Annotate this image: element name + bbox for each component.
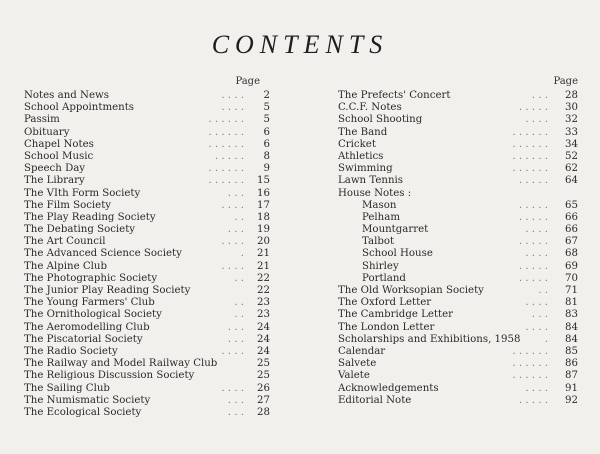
contents-list-right	[338, 90, 578, 407]
entry-title: The Junior Play Reading Society	[24, 285, 191, 296]
entry-page-number: 6	[263, 138, 270, 150]
entry-page-number: 24	[257, 321, 270, 333]
leader-dots: . . .	[227, 321, 244, 333]
leader-dots: . . .	[227, 394, 244, 406]
contents-entry	[24, 407, 274, 419]
entry-page-number: 6	[263, 126, 270, 138]
entry-page-number: 16	[257, 187, 270, 199]
entry-title: The Old Worksopian Society	[338, 285, 484, 296]
contents-entry	[24, 200, 274, 212]
leader-dots: . . . .	[221, 102, 244, 114]
entry-title: Mountgarret	[362, 224, 429, 236]
contents-entry	[24, 127, 274, 139]
entry-title: The Advanced Science Society	[24, 248, 182, 260]
entry-title: House Notes :	[338, 187, 412, 199]
contents-entry	[24, 358, 274, 370]
entry-title: Speech Day	[24, 163, 86, 175]
contents-entry	[24, 163, 274, 175]
leader-dots: . . . .	[221, 345, 244, 357]
entry-page-number: 64	[565, 175, 578, 187]
leader-dots: . . .	[227, 187, 244, 199]
leader-dots: . . .	[227, 224, 244, 236]
entry-title: The Photographic Society	[24, 272, 158, 284]
leader-dots: . . . . .	[518, 236, 548, 248]
contents-entry	[338, 273, 578, 285]
entry-page-number: 84	[565, 321, 578, 333]
entry-title: The Railway and Model Railway Club	[24, 358, 218, 370]
leader-dots: . . . .	[525, 224, 548, 236]
entry-page-number: 24	[257, 333, 270, 345]
entry-title: Portland	[362, 272, 406, 284]
entry-title: The Debating Society	[24, 224, 136, 236]
leader-dots: . .	[538, 285, 548, 296]
contents-entry	[24, 90, 274, 102]
entry-page-number: 87	[565, 370, 578, 382]
page-column-header: Page	[235, 76, 260, 87]
entry-title: The Radio Society	[24, 345, 118, 357]
contents-entry	[24, 285, 274, 297]
contents-entry	[338, 383, 578, 395]
entry-page-number: 5	[263, 114, 270, 126]
leader-dots: . . . . . .	[208, 163, 244, 175]
leader-dots: . . . .	[525, 297, 548, 309]
entry-page-number: 92	[565, 394, 578, 406]
entry-title: School Shooting	[338, 114, 423, 126]
entry-title: Cricket	[338, 138, 376, 150]
entry-page-number: 30	[565, 102, 578, 114]
entry-title: Passim	[24, 114, 60, 126]
contents-entry	[24, 297, 274, 309]
contents-entry	[338, 200, 578, 212]
contents-entry	[24, 370, 274, 382]
entry-title: The Ornithological Society	[24, 309, 162, 321]
leader-dots: . .	[234, 211, 244, 223]
leader-dots: . . .	[531, 90, 548, 101]
entry-page-number: 19	[257, 224, 270, 236]
entry-page-number: 28	[565, 90, 578, 101]
contents-entry	[24, 309, 274, 321]
entry-title: Athletics	[338, 150, 384, 162]
contents-entry	[338, 127, 578, 139]
entry-page-number: 2	[263, 90, 270, 101]
entry-page-number: 62	[565, 163, 578, 175]
contents-entry	[24, 224, 274, 236]
contents-entry	[24, 273, 274, 285]
entry-page-number: 65	[565, 199, 578, 211]
entry-title: The Alpine Club	[24, 260, 107, 272]
entry-title: The Numismatic Society	[24, 394, 151, 406]
entry-page-number: 32	[565, 114, 578, 126]
entry-title: Lawn Tennis	[338, 175, 403, 187]
leader-dots: . . . . . .	[512, 358, 548, 370]
entry-page-number: 21	[257, 248, 270, 260]
entry-page-number: 22	[257, 285, 270, 296]
entry-page-number: 85	[565, 345, 578, 357]
leader-dots: . . . .	[221, 90, 244, 101]
entry-page-number: 28	[257, 406, 270, 418]
leader-dots: . . . . . .	[512, 163, 548, 175]
entry-page-number: 8	[263, 150, 270, 162]
entry-title: The Film Society	[24, 199, 112, 211]
entry-title: Calendar	[338, 345, 386, 357]
contents-entry	[338, 139, 578, 151]
entry-page-number: 18	[257, 211, 270, 223]
entry-page-number: 15	[257, 175, 270, 187]
contents-entry	[24, 334, 274, 346]
entry-title: The Sailing Club	[24, 382, 110, 394]
entry-title: Editorial Note	[338, 394, 412, 406]
contents-entry	[338, 334, 578, 346]
entry-page-number: 81	[565, 297, 578, 309]
page-title: CONTENTS	[211, 30, 389, 59]
contents-entry	[24, 188, 274, 200]
contents-entry	[338, 248, 578, 260]
entry-page-number: 21	[257, 260, 270, 272]
entry-title: Salvete	[338, 358, 377, 370]
leader-dots: . .	[234, 309, 244, 321]
entry-title: The Art Council	[24, 236, 106, 248]
contents-entry	[338, 358, 578, 370]
entry-page-number: 24	[257, 345, 270, 357]
contents-entry	[338, 322, 578, 334]
entry-title: Valete	[338, 370, 370, 382]
entry-page-number: 84	[565, 333, 578, 345]
entry-title: The Prefects' Concert	[338, 90, 451, 101]
entry-page-number: 86	[565, 358, 578, 370]
entry-page-number: 66	[565, 211, 578, 223]
leader-dots: . . . . . .	[208, 175, 244, 187]
entry-title: School House	[362, 248, 433, 260]
entry-title: The Oxford Letter	[338, 297, 432, 309]
entry-title: Scholarships and Exhibitions, 1958	[338, 333, 521, 345]
entry-page-number: 17	[257, 199, 270, 211]
entry-title: The VIth Form Society	[24, 187, 141, 199]
entry-title: Pelham	[362, 211, 400, 223]
entry-page-number: 26	[257, 382, 270, 394]
entry-page-number: 27	[257, 394, 270, 406]
leader-dots: .	[240, 248, 244, 260]
contents-entry	[338, 285, 578, 297]
contents-entry	[338, 212, 578, 224]
leader-dots: . . . . . .	[512, 345, 548, 357]
entry-title: Shirley	[362, 260, 399, 272]
leader-dots: . . . .	[525, 248, 548, 260]
entry-page-number: 9	[263, 163, 270, 175]
contents-entry	[24, 383, 274, 395]
contents-column-left	[24, 74, 274, 419]
leader-dots: . . . .	[525, 321, 548, 333]
leader-dots: . . . . .	[518, 211, 548, 223]
leader-dots: . . . . . .	[208, 138, 244, 150]
leader-dots: . . . . . .	[512, 126, 548, 138]
contents-entry	[24, 175, 274, 187]
leader-dots: .	[544, 333, 548, 345]
contents-entry	[338, 309, 578, 321]
contents-entry	[338, 102, 578, 114]
contents-entry	[338, 346, 578, 358]
entry-page-number: 25	[257, 358, 270, 370]
leader-dots: . . . .	[221, 260, 244, 272]
contents-entry	[24, 114, 274, 126]
entry-title: The Aeromodelling Club	[24, 321, 150, 333]
entry-page-number: 33	[565, 126, 578, 138]
entry-title: The Young Farmers' Club	[24, 297, 155, 309]
leader-dots: . . . .	[221, 382, 244, 394]
entry-title: The Cambridge Letter	[338, 309, 453, 321]
contents-entry	[24, 151, 274, 163]
contents-entry	[338, 224, 578, 236]
entry-title: Swimming	[338, 163, 393, 175]
entry-title: The Piscatorial Society	[24, 333, 143, 345]
leader-dots: . . . . . .	[208, 126, 244, 138]
entry-title: The Library	[24, 175, 85, 187]
leader-dots: . . . . .	[518, 272, 548, 284]
entry-page-number: 5	[263, 102, 270, 114]
leader-dots: . . . .	[525, 114, 548, 126]
contents-entry	[24, 236, 274, 248]
contents-entry	[338, 175, 578, 187]
entry-page-number: 83	[565, 309, 578, 321]
leader-dots: . . . . . .	[208, 114, 244, 126]
contents-entry	[338, 261, 578, 273]
page-column-header: Page	[553, 76, 578, 87]
entry-title: Obituary	[24, 126, 70, 138]
entry-title: School Appointments	[24, 102, 135, 114]
leader-dots: . . .	[227, 333, 244, 345]
entry-page-number: 66	[565, 224, 578, 236]
entry-page-number: 20	[257, 236, 270, 248]
contents-entry	[24, 261, 274, 273]
contents-entry	[24, 395, 274, 407]
contents-entry	[338, 395, 578, 407]
entry-page-number: 68	[565, 248, 578, 260]
contents-entry	[338, 188, 578, 200]
contents-entry	[338, 297, 578, 309]
leader-dots: . . . .	[221, 236, 244, 248]
entry-title: The Play Reading Society	[24, 211, 156, 223]
contents-entry	[24, 212, 274, 224]
contents-entry	[338, 370, 578, 382]
entry-title: The Ecological Society	[24, 406, 142, 418]
entry-title: Chapel Notes	[24, 138, 94, 150]
entry-title: The Religious Discussion Society	[24, 370, 195, 382]
leader-dots: . . . .	[525, 382, 548, 394]
contents-column-right	[338, 74, 578, 407]
entry-title: School Music	[24, 150, 94, 162]
contents-entry	[338, 236, 578, 248]
contents-entry	[24, 322, 274, 334]
entry-title: The Band	[338, 126, 388, 138]
contents-entry	[24, 346, 274, 358]
leader-dots: . . . . . .	[512, 138, 548, 150]
entry-page-number: 71	[565, 285, 578, 296]
contents-entry	[24, 139, 274, 151]
entry-title: Acknowledgements	[338, 382, 439, 394]
entry-page-number: 34	[565, 138, 578, 150]
contents-entry	[338, 151, 578, 163]
leader-dots: . . . . .	[518, 199, 548, 211]
entry-page-number: 22	[257, 272, 270, 284]
leader-dots: . .	[234, 272, 244, 284]
entry-page-number: 52	[565, 150, 578, 162]
leader-dots: . . . . .	[214, 150, 244, 162]
leader-dots: . . .	[227, 406, 244, 418]
entry-page-number: 23	[257, 297, 270, 309]
leader-dots: . . . . . .	[512, 150, 548, 162]
leader-dots: . .	[234, 297, 244, 309]
entry-page-number: 91	[565, 382, 578, 394]
entry-title: Notes and News	[24, 90, 109, 101]
entry-title: C.C.F. Notes	[338, 102, 402, 114]
entry-page-number: 25	[257, 370, 270, 382]
leader-dots: . . . . .	[518, 394, 548, 406]
leader-dots: . . . . .	[518, 175, 548, 187]
contents-entry	[338, 90, 578, 102]
entry-page-number: 69	[565, 260, 578, 272]
contents-entry	[338, 114, 578, 126]
entry-title: The London Letter	[338, 321, 435, 333]
leader-dots: . . . . .	[518, 102, 548, 114]
entry-page-number: 70	[565, 272, 578, 284]
entry-page-number: 67	[565, 236, 578, 248]
contents-entry	[338, 163, 578, 175]
leader-dots: . . . . . .	[512, 370, 548, 382]
contents-list-left	[24, 90, 274, 419]
contents-entry	[24, 248, 274, 260]
leader-dots: . . . .	[221, 199, 244, 211]
leader-dots: . . . . .	[518, 260, 548, 272]
contents-entry	[24, 102, 274, 114]
entry-title: Mason	[362, 199, 397, 211]
entry-page-number: 23	[257, 309, 270, 321]
leader-dots: . . .	[531, 309, 548, 321]
entry-title: Talbot	[362, 236, 395, 248]
